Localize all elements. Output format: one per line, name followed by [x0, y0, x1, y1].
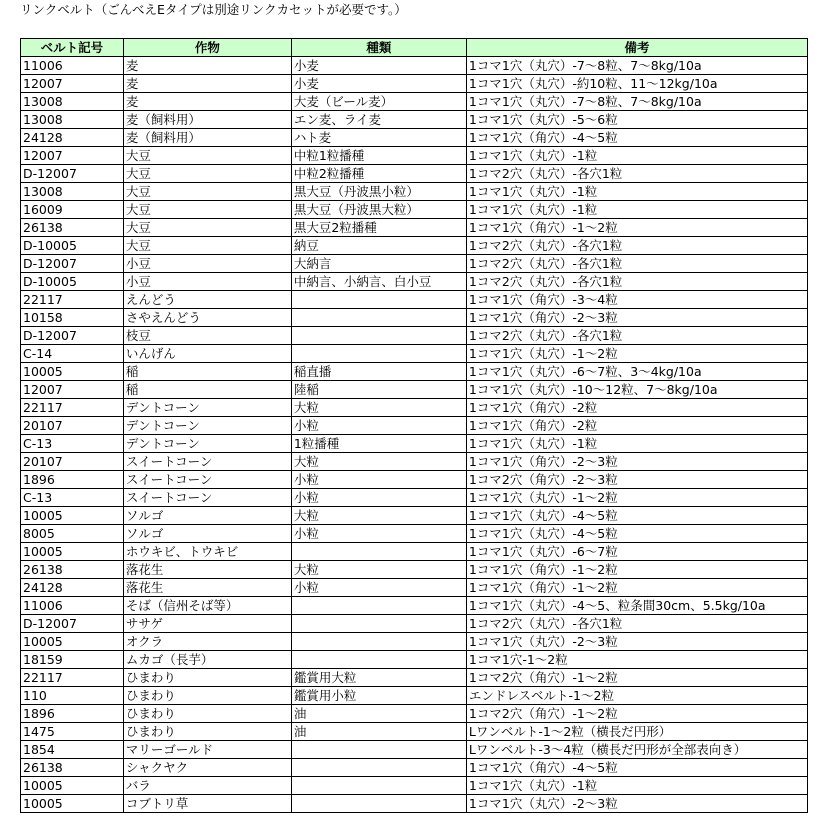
table-row: [21, 345, 808, 363]
belt-code-cell: 110: [21, 687, 124, 705]
type-cell: [291, 543, 466, 561]
crop-cell: 大豆: [123, 201, 291, 219]
crop-cell: スイートコーン: [123, 471, 291, 489]
belt-code-cell: 12007: [21, 75, 124, 93]
notes-cell: 1コマ1穴（角穴）-3～4粒: [466, 291, 807, 309]
type-cell: 大粒: [291, 399, 466, 417]
header-belt-code: ベルト記号: [21, 39, 124, 57]
type-cell: 小粒: [291, 417, 466, 435]
crop-cell: 枝豆: [123, 327, 291, 345]
crop-cell: ソルゴ: [123, 507, 291, 525]
crop-cell: 大豆: [123, 147, 291, 165]
notes-cell: 1コマ1穴（丸穴）-10～12粒、7～8kg/10a: [466, 381, 807, 399]
table-row: [21, 453, 808, 471]
notes-cell: 1コマ1穴（丸穴）-1粒: [466, 777, 807, 795]
notes-cell: 1コマ2穴（角穴）-1～2粒: [466, 669, 807, 687]
notes-cell: Lワンベルト-1～2粒（横長だ円形）: [466, 723, 807, 741]
table-row: [21, 165, 808, 183]
crop-cell: 落花生: [123, 579, 291, 597]
header-notes: 備考: [466, 39, 807, 57]
type-cell: 小粒: [291, 525, 466, 543]
notes-cell: 1コマ1穴（丸穴）-4～5、粒条間30cm、5.5kg/10a: [466, 597, 807, 615]
header-type: 種類: [291, 39, 466, 57]
table-row: [21, 741, 808, 759]
notes-cell: 1コマ1穴（角穴）-1～2粒: [466, 579, 807, 597]
crop-cell: 麦（飼料用）: [123, 111, 291, 129]
belt-code-cell: D-10005: [21, 237, 124, 255]
notes-cell: 1コマ1穴（丸穴）-1粒: [466, 201, 807, 219]
crop-cell: ひまわり: [123, 705, 291, 723]
type-cell: 小粒: [291, 579, 466, 597]
type-cell: 黒大豆2粒播種: [291, 219, 466, 237]
type-cell: 鑑賞用大粒: [291, 669, 466, 687]
crop-cell: 麦（飼料用）: [123, 129, 291, 147]
belt-code-cell: 1475: [21, 723, 124, 741]
crop-cell: ササゲ: [123, 615, 291, 633]
belt-code-cell: 10005: [21, 507, 124, 525]
crop-cell: シャクヤク: [123, 759, 291, 777]
header-crop: 作物: [123, 39, 291, 57]
notes-cell: 1コマ1穴（丸穴）-1～2粒: [466, 489, 807, 507]
crop-cell: 小豆: [123, 255, 291, 273]
table-row: [21, 417, 808, 435]
belt-code-cell: D-12007: [21, 615, 124, 633]
belt-code-cell: 22117: [21, 291, 124, 309]
table-row: [21, 309, 808, 327]
crop-cell: ソルゴ: [123, 525, 291, 543]
type-cell: 大粒: [291, 453, 466, 471]
type-cell: 鑑賞用小粒: [291, 687, 466, 705]
notes-cell: 1コマ2穴（丸穴）-各穴1粒: [466, 165, 807, 183]
type-cell: [291, 759, 466, 777]
belt-code-cell: 22117: [21, 399, 124, 417]
belt-code-cell: 13008: [21, 93, 124, 111]
table-row: [21, 219, 808, 237]
notes-cell: 1コマ1穴（丸穴）-4～5粒: [466, 507, 807, 525]
type-cell: 大粒: [291, 561, 466, 579]
crop-cell: 大豆: [123, 237, 291, 255]
crop-cell: えんどう: [123, 291, 291, 309]
page-title: リンクベルト（ごんべえEタイプは別途リンクカセットが必要です。）: [20, 2, 407, 17]
notes-cell: 1コマ1穴（丸穴）-2～3粒: [466, 633, 807, 651]
type-cell: 中粒1粒播種: [291, 147, 466, 165]
notes-cell: 1コマ1穴（丸穴）-7～8粒、7～8kg/10a: [466, 93, 807, 111]
table-row: [21, 75, 808, 93]
notes-cell: 1コマ2穴（角穴）-1～2粒: [466, 705, 807, 723]
type-cell: 中粒2粒播種: [291, 165, 466, 183]
table-row: [21, 129, 808, 147]
crop-cell: ホウキビ、トウキビ: [123, 543, 291, 561]
crop-cell: 大豆: [123, 183, 291, 201]
belt-code-cell: 1896: [21, 471, 124, 489]
table-row: [21, 363, 808, 381]
type-cell: エン麦、ライ麦: [291, 111, 466, 129]
notes-cell: 1コマ1穴（丸穴）-2～3粒: [466, 795, 807, 813]
belt-code-cell: C-14: [21, 345, 124, 363]
crop-cell: バラ: [123, 777, 291, 795]
type-cell: 黒大豆（丹波黒大粒）: [291, 201, 466, 219]
belt-code-cell: 13008: [21, 111, 124, 129]
notes-cell: 1コマ2穴（丸穴）-各穴1粒: [466, 273, 807, 291]
type-cell: [291, 345, 466, 363]
belt-code-cell: D-12007: [21, 327, 124, 345]
table-row: [21, 525, 808, 543]
belt-code-cell: 10005: [21, 633, 124, 651]
crop-cell: コブトリ草: [123, 795, 291, 813]
notes-cell: 1コマ1穴（丸穴）-1粒: [466, 435, 807, 453]
notes-cell: 1コマ2穴（角穴）-2～3粒: [466, 471, 807, 489]
table-row: [21, 633, 808, 651]
belt-table: [20, 38, 808, 813]
belt-code-cell: 22117: [21, 669, 124, 687]
table-row: [21, 687, 808, 705]
crop-cell: 麦: [123, 75, 291, 93]
table-row: [21, 669, 808, 687]
type-cell: [291, 651, 466, 669]
table-row: [21, 183, 808, 201]
table-row: [21, 471, 808, 489]
table-row: [21, 435, 808, 453]
type-cell: [291, 615, 466, 633]
type-cell: ハト麦: [291, 129, 466, 147]
crop-cell: 麦: [123, 57, 291, 75]
notes-cell: 1コマ1穴（丸穴）-7～8粒、7～8kg/10a: [466, 57, 807, 75]
table-row: [21, 561, 808, 579]
notes-cell: 1コマ1穴（角穴）-1～2粒: [466, 561, 807, 579]
type-cell: 油: [291, 723, 466, 741]
type-cell: [291, 597, 466, 615]
table-row: [21, 327, 808, 345]
crop-cell: ムカゴ（長芋）: [123, 651, 291, 669]
type-cell: 小粒: [291, 489, 466, 507]
crop-cell: 稲: [123, 381, 291, 399]
belt-code-cell: 20107: [21, 417, 124, 435]
type-cell: [291, 309, 466, 327]
crop-cell: 稲: [123, 363, 291, 381]
belt-code-cell: 24128: [21, 579, 124, 597]
notes-cell: 1コマ1穴（丸穴）-約10粒、11～12kg/10a: [466, 75, 807, 93]
crop-cell: ひまわり: [123, 687, 291, 705]
belt-code-cell: 11006: [21, 57, 124, 75]
belt-code-cell: 11006: [21, 597, 124, 615]
table-row: [21, 381, 808, 399]
crop-cell: デントコーン: [123, 399, 291, 417]
table-row: [21, 543, 808, 561]
notes-cell: 1コマ2穴（丸穴）-各穴1粒: [466, 237, 807, 255]
belt-code-cell: C-13: [21, 435, 124, 453]
table-row: [21, 399, 808, 417]
notes-cell: 1コマ1穴（丸穴）-1～2粒: [466, 345, 807, 363]
belt-code-cell: 20107: [21, 453, 124, 471]
crop-cell: さやえんどう: [123, 309, 291, 327]
crop-cell: デントコーン: [123, 417, 291, 435]
crop-cell: 大豆: [123, 165, 291, 183]
notes-cell: 1コマ1穴（角穴）-2粒: [466, 399, 807, 417]
crop-cell: スイートコーン: [123, 453, 291, 471]
type-cell: [291, 795, 466, 813]
crop-cell: 小豆: [123, 273, 291, 291]
belt-code-cell: 13008: [21, 183, 124, 201]
table-row: [21, 615, 808, 633]
table-row: [21, 489, 808, 507]
belt-code-cell: 10005: [21, 777, 124, 795]
table-row: [21, 57, 808, 75]
notes-cell: 1コマ2穴（丸穴）-各穴1粒: [466, 255, 807, 273]
crop-cell: 落花生: [123, 561, 291, 579]
type-cell: [291, 777, 466, 795]
table-row: [21, 201, 808, 219]
notes-cell: 1コマ1穴（角穴）-2～3粒: [466, 453, 807, 471]
crop-cell: 大豆: [123, 219, 291, 237]
table-row: [21, 255, 808, 273]
belt-code-cell: 10158: [21, 309, 124, 327]
notes-cell: エンドレスベルト-1～2粒: [466, 687, 807, 705]
belt-code-cell: 18159: [21, 651, 124, 669]
table-row: [21, 147, 808, 165]
type-cell: [291, 291, 466, 309]
crop-cell: そば（信州そば等）: [123, 597, 291, 615]
crop-cell: ひまわり: [123, 669, 291, 687]
belt-code-cell: C-13: [21, 489, 124, 507]
notes-cell: 1コマ1穴（丸穴）-4～5粒: [466, 525, 807, 543]
type-cell: 稲直播: [291, 363, 466, 381]
notes-cell: 1コマ2穴（丸穴）-各穴1粒: [466, 615, 807, 633]
crop-cell: マリーゴールド: [123, 741, 291, 759]
type-cell: [291, 741, 466, 759]
belt-code-cell: D-10005: [21, 273, 124, 291]
type-cell: 中納言、小納言、白小豆: [291, 273, 466, 291]
table-row: [21, 111, 808, 129]
type-cell: 納豆: [291, 237, 466, 255]
belt-code-cell: 26138: [21, 561, 124, 579]
table-row: [21, 93, 808, 111]
table-row: [21, 237, 808, 255]
type-cell: 小麦: [291, 75, 466, 93]
type-cell: [291, 633, 466, 651]
crop-cell: いんげん: [123, 345, 291, 363]
crop-cell: 麦: [123, 93, 291, 111]
table-row: [21, 759, 808, 777]
type-cell: 小粒: [291, 471, 466, 489]
belt-code-cell: 1896: [21, 705, 124, 723]
belt-code-cell: 1854: [21, 741, 124, 759]
type-cell: 1粒播種: [291, 435, 466, 453]
type-cell: 大納言: [291, 255, 466, 273]
header-row: [21, 39, 808, 57]
notes-cell: 1コマ2穴（丸穴）-各穴1粒: [466, 327, 807, 345]
table-row: [21, 777, 808, 795]
belt-code-cell: 26138: [21, 219, 124, 237]
notes-cell: 1コマ1穴-1～2粒: [466, 651, 807, 669]
belt-code-cell: 26138: [21, 759, 124, 777]
notes-cell: 1コマ1穴（丸穴）-1粒: [466, 147, 807, 165]
type-cell: 大麦（ビール麦）: [291, 93, 466, 111]
notes-cell: 1コマ1穴（丸穴）-5～6粒: [466, 111, 807, 129]
notes-cell: 1コマ1穴（角穴）-1～2粒: [466, 219, 807, 237]
belt-code-cell: 12007: [21, 147, 124, 165]
notes-cell: 1コマ1穴（角穴）-2粒: [466, 417, 807, 435]
table-row: [21, 507, 808, 525]
type-cell: 陸稲: [291, 381, 466, 399]
table-row: [21, 597, 808, 615]
belt-code-cell: D-12007: [21, 165, 124, 183]
type-cell: 油: [291, 705, 466, 723]
type-cell: [291, 327, 466, 345]
type-cell: 小麦: [291, 57, 466, 75]
type-cell: 黒大豆（丹波黒小粒）: [291, 183, 466, 201]
belt-code-cell: 16009: [21, 201, 124, 219]
table-row: [21, 579, 808, 597]
crop-cell: ひまわり: [123, 723, 291, 741]
notes-cell: 1コマ1穴（角穴）-4～5粒: [466, 129, 807, 147]
belt-code-cell: 10005: [21, 795, 124, 813]
crop-cell: デントコーン: [123, 435, 291, 453]
notes-cell: 1コマ1穴（丸穴）-1粒: [466, 183, 807, 201]
type-cell: 大粒: [291, 507, 466, 525]
notes-cell: 1コマ1穴（丸穴）-6～7粒: [466, 543, 807, 561]
belt-code-cell: 12007: [21, 381, 124, 399]
belt-code-cell: 8005: [21, 525, 124, 543]
crop-cell: スイートコーン: [123, 489, 291, 507]
table-row: [21, 273, 808, 291]
table-row: [21, 651, 808, 669]
belt-code-cell: D-12007: [21, 255, 124, 273]
table-row: [21, 795, 808, 813]
belt-code-cell: 10005: [21, 543, 124, 561]
table-body: [21, 57, 808, 813]
notes-cell: 1コマ1穴（角穴）-4～5粒: [466, 759, 807, 777]
notes-cell: Lワンベルト-3～4粒（横長だ円形が全部表向き）: [466, 741, 807, 759]
belt-code-cell: 24128: [21, 129, 124, 147]
table-row: [21, 291, 808, 309]
table-row: [21, 705, 808, 723]
table-row: [21, 723, 808, 741]
crop-cell: オクラ: [123, 633, 291, 651]
notes-cell: 1コマ1穴（角穴）-2～3粒: [466, 309, 807, 327]
notes-cell: 1コマ1穴（丸穴）-6～7粒、3～4kg/10a: [466, 363, 807, 381]
belt-code-cell: 10005: [21, 363, 124, 381]
